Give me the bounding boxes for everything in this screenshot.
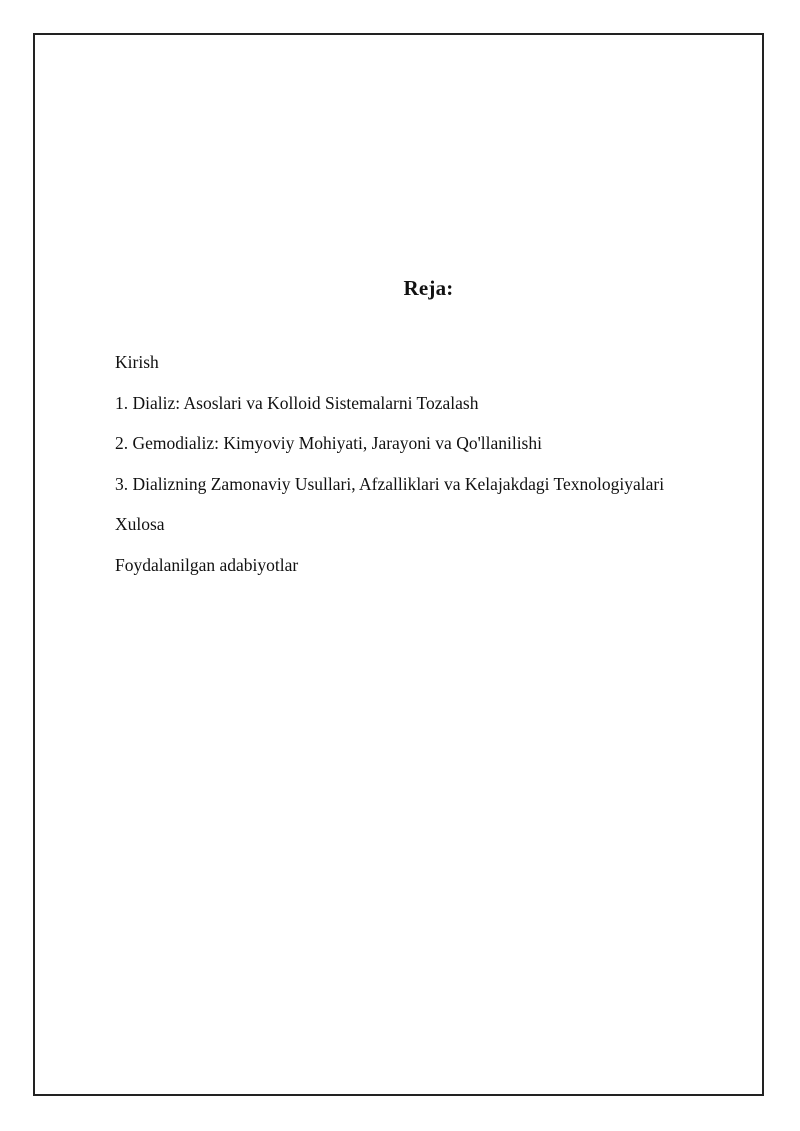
toc-item-2: 2. Gemodializ: Kimyoviy Mohiyati, Jarayoni va Qo'llanilishi bbox=[115, 433, 542, 453]
page-title: Reja: bbox=[403, 276, 454, 300]
toc-item-3: 3. Dializning Zamonaviy Usullari, Afzalliklari va Kelajakdagi Texnologiyalari bbox=[115, 473, 665, 494]
toc-item-introduction: Kirish bbox=[115, 352, 159, 372]
toc-item-references: Foydalanilgan adabiyotlar bbox=[115, 554, 299, 575]
toc-item-conclusion: Xulosa bbox=[115, 514, 165, 534]
toc-item-1: 1. Dializ: Asoslari va Kolloid Sistemalarni Tozalash bbox=[115, 392, 479, 413]
table-of-contents bbox=[115, 350, 664, 593]
